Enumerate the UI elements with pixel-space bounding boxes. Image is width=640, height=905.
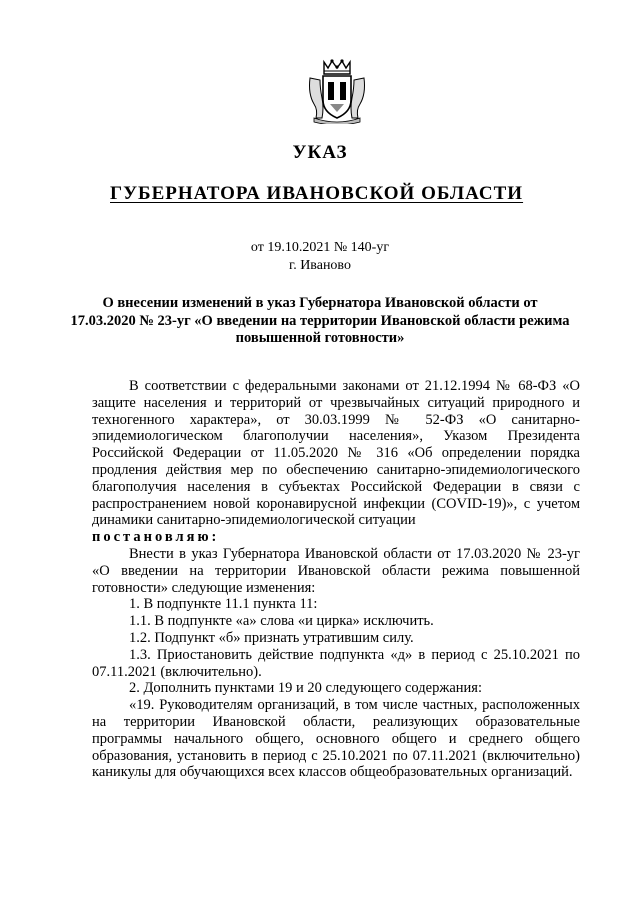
preamble-paragraph [92, 378, 580, 546]
decree-body [92, 378, 580, 781]
item-1-2: 1.2. Подпункт «б» признать утратившим силу. [129, 629, 414, 646]
decree-subject: О внесении изменений в указ Губернатора Ивановской области от 17.03.2020 № 23-уг «О введении на территории Ивановской области режима повышенной готовности» [70, 295, 570, 346]
item-2: 2. Дополнить пунктами 19 и 20 следующего содержания: [129, 680, 482, 697]
decree-word: постановляю [92, 529, 212, 546]
amendment-intro-paragraph: Внести в указ Губернатора Ивановской области от 17.03.2020 № 23-уг «О введении на территории Ивановской области режима повышенной готовности» следующие изменения: [92, 545, 580, 596]
ivanovo-coat-of-arms-icon [306, 58, 368, 124]
city: г. Иваново [289, 258, 351, 273]
item-1-3: 1.3. Приостановить действие подпункта «д» в период с 25.10.2021 по 07.11.2021 (включительно). [92, 646, 580, 680]
date-and-number: от 19.10.2021 № 140-уг [250, 240, 390, 255]
item-1-1: 1.1. В подпункте «а» слова «и цирка» исключить. [129, 613, 434, 630]
preamble-text: В соответствии с федеральными законами от 21.12.1994 № 68-ФЗ «О защите населения и территорий от чрезвычайных ситуаций природного и техногенного характера», от 30.03.1999 № 52-ФЗ «О санитарно-эпидемиологическом благополучии населения», Указом Президента Российской Федерации от 11.05.2020 № 316 «Об определении порядка продления действия мер по обеспечению санитарно-эпидемиологического благополучия населения в субъектах Российской Федерации в связи с распространением новой коронавирусной инфекции (COVID-19)», с учетом динамики санитарно-эпидемиологической ситуации [92, 378, 580, 529]
decree-colon: : [211, 529, 217, 546]
item-1: 1. В подпункте 11.1 пункта 11: [129, 596, 318, 613]
new-item-19: «19. Руководителям организаций, в том числе частных, расположенных на территории Ивановской области, реализующих образовательные программы начального общего, основного общего и среднего общего образования, установить в период с 25.10.2021 по 07.11.2021 (включительно) каникулы для обучающихся всех классов общеобразовательных организаций. [92, 697, 580, 781]
issuer-title: ГУБЕРНАТОРА ИВАНОВСКОЙ ОБЛАСТИ [110, 183, 524, 204]
document-type-title: УКАЗ [292, 142, 348, 163]
